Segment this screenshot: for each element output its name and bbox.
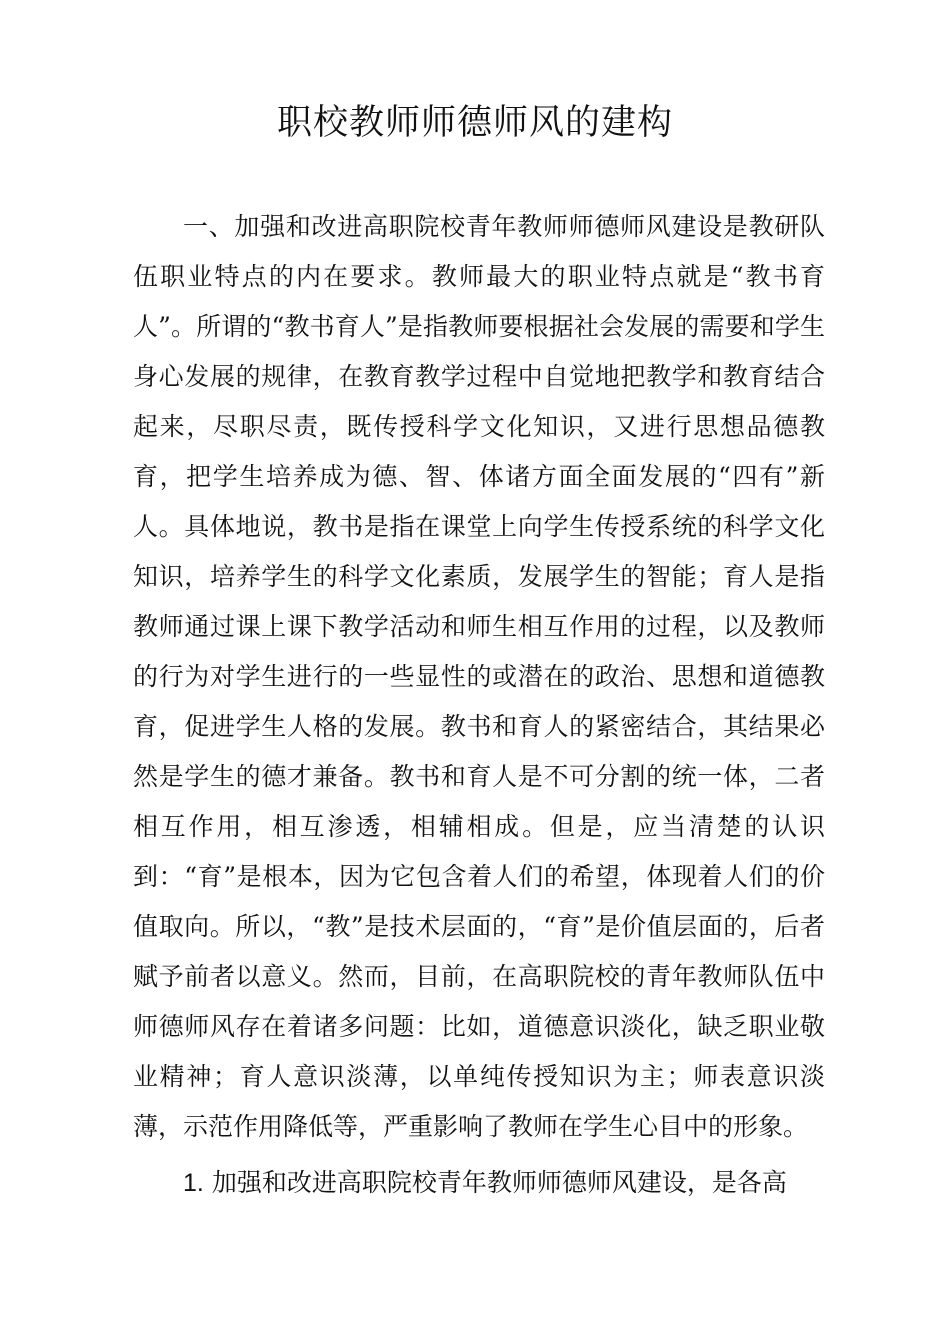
document-title: 职校教师师德师风的建构 — [276, 103, 673, 143]
subsection-1 — [133, 1158, 825, 1208]
subsection-number: 1. — [183, 1169, 204, 1197]
subsection-text: 加强和改进高职院校青年教师师德师风建设，是各高 — [211, 1168, 787, 1197]
document-body — [133, 202, 825, 1208]
paragraph-1: 一、加强和改进高职院校青年教师师德师风建设是教研队伍职业特点的内在要求。教师最大的职业特点就是“教书育人”。所谓的“教书育人”是指教师要根据社会发展的需要和学生身心发展的规律，在教育教学过程中自觉地把教学和教育结合起来，尽职尽责，既传授科学文化知识，又进行思想品德教育，把学生培养成为德、智、体诸方面全面发展的“四有”新人。具体地说，教书是指在课堂上向学生传授系统的科学文化知识，培养学生的科学文化素质，发展学生的智能；育人是指教师通过课上课下教学活动和师生相互作用的过程，以及教师的行为对学生进行的一些显性的或潜在的政治、思想和道德教育，促进学生人格的发展。教书和育人的紧密结合，其结果必然是学生的德才兼备。教书和育人是不可分割的统一体，二者相互作用，相互渗透，相辅相成。但是，应当清楚的认识到：“育”是根本，因为它包含着人们的希望，体现着人们的价值取向。所以，“教”是技术层面的，“育”是价值层面的，后者赋予前者以意义。然而，目前，在高职院校的青年教师队伍中师德师风存在着诸多问题：比如，道德意识淡化，缺乏职业敬业精神；育人意识淡薄，以单纯传授知识为主；师表意识淡薄，示范作用降低等，严重影响了教师在学生心目中的形象。 — [133, 212, 825, 1141]
